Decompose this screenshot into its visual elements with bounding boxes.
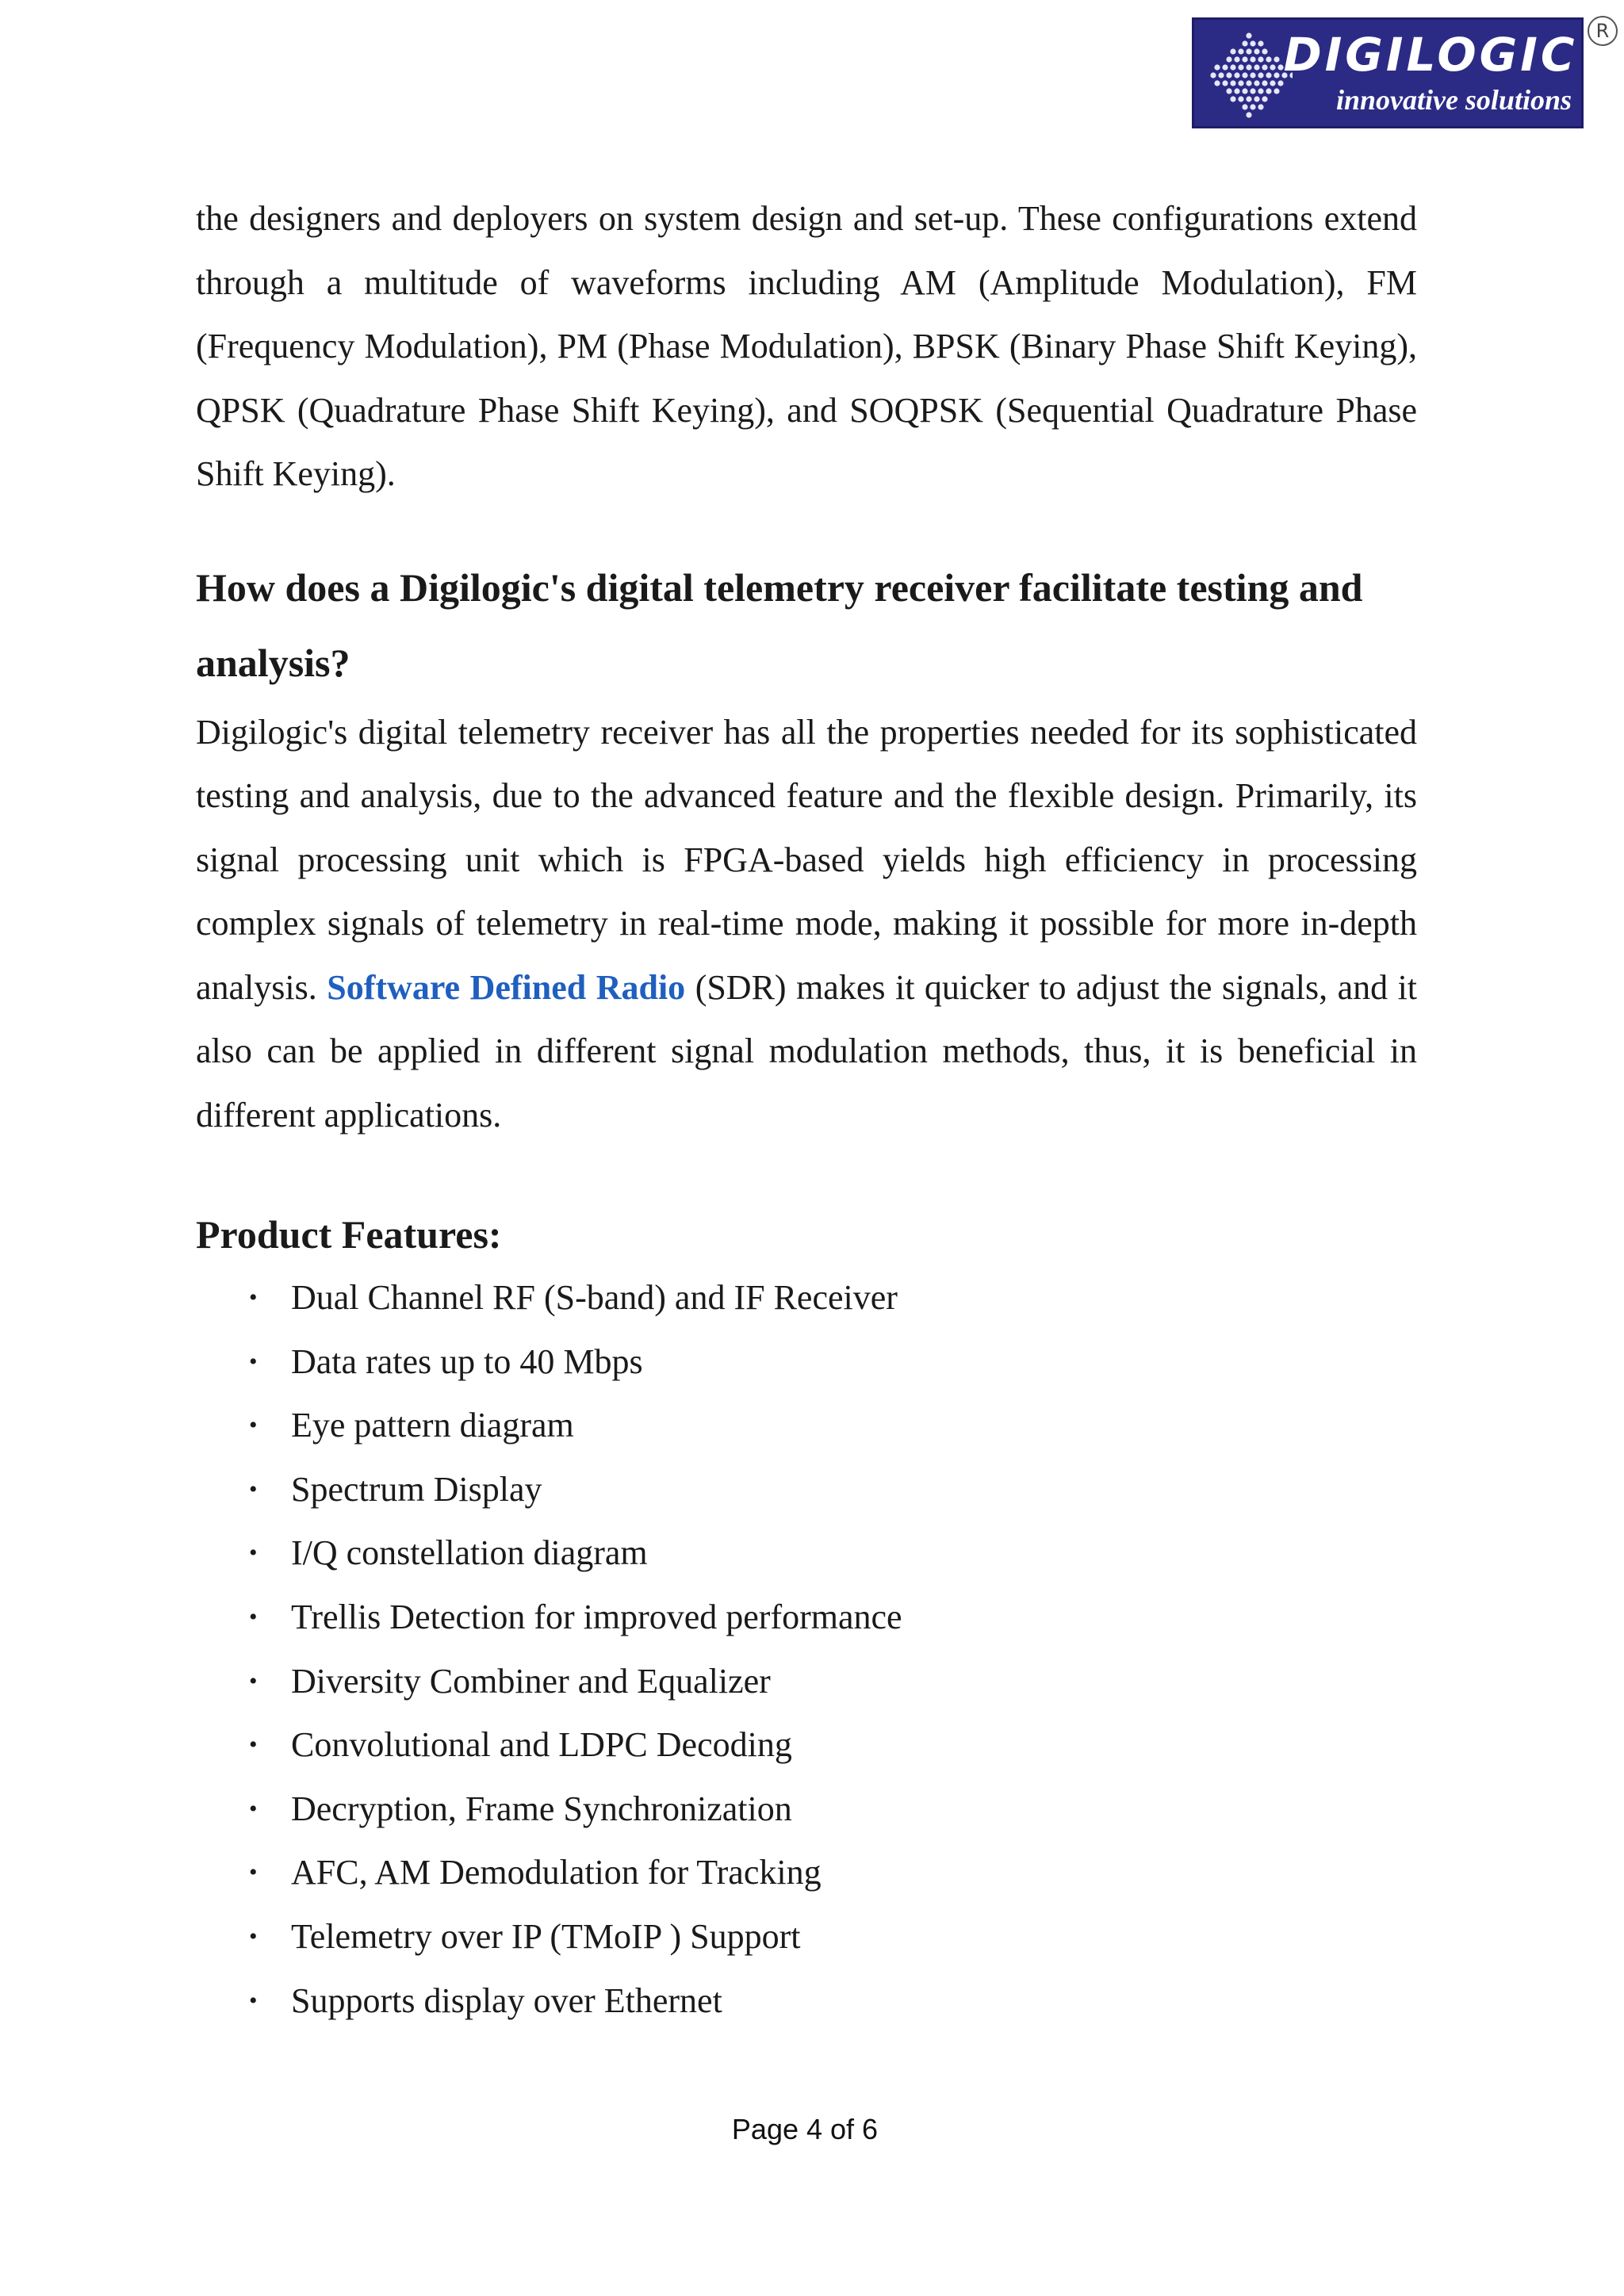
logo-dot <box>1230 64 1235 70</box>
logo-dot <box>1242 56 1247 62</box>
logo-dot <box>1222 64 1228 70</box>
question-heading: How does a Digilogic's digital telemetry receiver facilitate testing and analysis? <box>196 564 1363 685</box>
feature-text: Diversity Combiner and Equalizer <box>291 1661 771 1701</box>
logo-dot <box>1250 104 1255 109</box>
logo-dot <box>1254 80 1259 86</box>
bullet-icon: • <box>249 1732 258 1758</box>
logo-dot <box>1234 56 1239 62</box>
bullet-icon: • <box>249 1667 258 1694</box>
logo-dot <box>1242 40 1247 46</box>
logo-dot <box>1270 64 1275 70</box>
features-heading: Product Features: <box>196 1212 502 1257</box>
logo-dot <box>1218 72 1224 78</box>
feature-text: Trellis Detection for improved performance <box>291 1597 902 1636</box>
registered-mark-icon: R <box>1588 16 1618 46</box>
feature-text: I/Q constellation diagram <box>291 1533 648 1573</box>
logo-dot <box>1230 48 1235 54</box>
logo-dot <box>1242 88 1247 94</box>
logo-dot <box>1250 88 1255 94</box>
feature-text: Data rates up to 40 Mbps <box>291 1341 643 1381</box>
feature-item <box>196 1969 1417 2034</box>
feature-text: Decryption, Frame Synchronization <box>291 1789 792 1828</box>
logo-dot <box>1234 88 1239 94</box>
bullet-icon: • <box>249 1540 258 1567</box>
feature-item <box>196 1713 1417 1777</box>
logo-name: DIGILOGIC <box>1283 28 1578 82</box>
logo-dot <box>1266 56 1271 62</box>
feature-item <box>196 1330 1417 1395</box>
logo-dot <box>1258 40 1263 46</box>
bullet-icon: • <box>249 1284 258 1311</box>
logo-dot <box>1246 33 1251 38</box>
logo-dot <box>1238 64 1243 70</box>
feature-text: Telemetry over IP (TMoIP ) Support <box>291 1916 801 1956</box>
feature-item <box>196 1777 1417 1842</box>
logo-tagline: innovative solutions <box>1335 84 1572 116</box>
logo-dot <box>1250 72 1255 78</box>
feature-item <box>196 1650 1417 1714</box>
logo-dot <box>1266 72 1271 78</box>
logo-dot <box>1246 64 1251 70</box>
logo-dot <box>1246 80 1251 86</box>
logo-dot <box>1242 72 1247 78</box>
logo-dot <box>1262 48 1267 54</box>
logo-dot <box>1222 80 1228 86</box>
logo-dot <box>1274 88 1279 94</box>
logo-dot <box>1230 80 1235 86</box>
logo-dot <box>1266 88 1271 94</box>
logo-dot <box>1270 80 1275 86</box>
features-list <box>196 1266 1417 2033</box>
logo-dot <box>1234 72 1239 78</box>
logo-dot <box>1262 80 1267 86</box>
feature-text: AFC, AM Demodulation for Tracking <box>291 1853 822 1892</box>
feature-item <box>196 1841 1417 1905</box>
page-number: Page 4 of 6 <box>731 2113 879 2145</box>
bullet-icon: • <box>249 1795 258 1822</box>
logo-dot <box>1210 72 1216 78</box>
logo-dot <box>1226 72 1231 78</box>
logo-dot <box>1242 104 1247 109</box>
logo-dot <box>1246 96 1251 101</box>
logo-dot <box>1238 48 1243 54</box>
feature-item <box>196 1394 1417 1458</box>
feature-text: Eye pattern diagram <box>291 1406 574 1445</box>
intro-paragraph: the designers and deployers on system design and set-up. These configurations extend through a multitude of waveforms including AM (Amplitude Modulation), FM (Frequency Modulation), PM (Phase Modulation), BPSK (Binary Phase Shift Keying), QPSK (Quadrature Phase Shift Keying), and SOQPSK (Sequential Quadrature Phase Shift Keying). <box>196 199 1417 493</box>
bullet-icon: • <box>249 1348 258 1375</box>
logo-dot <box>1262 96 1267 101</box>
logo-dot <box>1214 64 1220 70</box>
logo-dot <box>1258 72 1263 78</box>
bullet-icon: • <box>249 1603 258 1630</box>
feature-item <box>196 1905 1417 1969</box>
logo-dot <box>1226 56 1231 62</box>
logo-dot <box>1254 96 1259 101</box>
bullet-icon: • <box>249 1412 258 1439</box>
logo-dot <box>1258 56 1263 62</box>
logo-dot <box>1238 96 1243 101</box>
feature-item <box>196 1586 1417 1650</box>
bullet-icon: • <box>249 1987 258 2014</box>
logo-dot <box>1226 88 1231 94</box>
logo-dot <box>1258 88 1263 94</box>
feature-text: Dual Channel RF (S-band) and IF Receiver <box>291 1278 898 1317</box>
document-body <box>196 187 1417 2039</box>
logo-dot <box>1258 104 1263 109</box>
answer-text-after-link: (SDR) makes it quicker to adjust the signals, and it also can be applied in different signal modulation methods, thus, it is beneficial in different applications. <box>196 967 1418 1135</box>
logo-dot <box>1254 64 1259 70</box>
feature-item <box>196 1521 1417 1586</box>
answer-text-before-link: Digilogic's digital telemetry receiver has all the properties needed for its sophisticated testing and analysis, due to the advanced feature and the flexible design. Primarily, its signal processing unit which is FPGA-based yields high efficiency in processing complex signals of telemetry in real-time mode, making it possible for more in-depth analysis. <box>196 712 1417 1007</box>
feature-item <box>196 1266 1417 1330</box>
bullet-icon: • <box>249 1475 258 1502</box>
bullet-icon: • <box>249 1923 258 1950</box>
logo-dot <box>1250 56 1255 62</box>
feature-text: Convolutional and LDPC Decoding <box>291 1725 792 1765</box>
software-defined-radio-link[interactable]: Software Defined Radio <box>327 967 686 1007</box>
logo-dot <box>1214 80 1220 86</box>
logo-dot <box>1246 48 1251 54</box>
digilogic-logo <box>1192 17 1584 128</box>
logo-dot <box>1230 96 1235 101</box>
logo-dot <box>1262 64 1267 70</box>
feature-text: Spectrum Display <box>291 1469 542 1509</box>
logo-dot <box>1238 80 1243 86</box>
logo-dot <box>1250 40 1255 46</box>
feature-item <box>196 1458 1417 1522</box>
answer-paragraph <box>196 701 1417 1148</box>
bullet-icon: • <box>249 1859 258 1886</box>
logo-dot <box>1254 48 1259 54</box>
logo-dot <box>1246 112 1251 117</box>
feature-text: Supports display over Ethernet <box>291 1980 722 2020</box>
